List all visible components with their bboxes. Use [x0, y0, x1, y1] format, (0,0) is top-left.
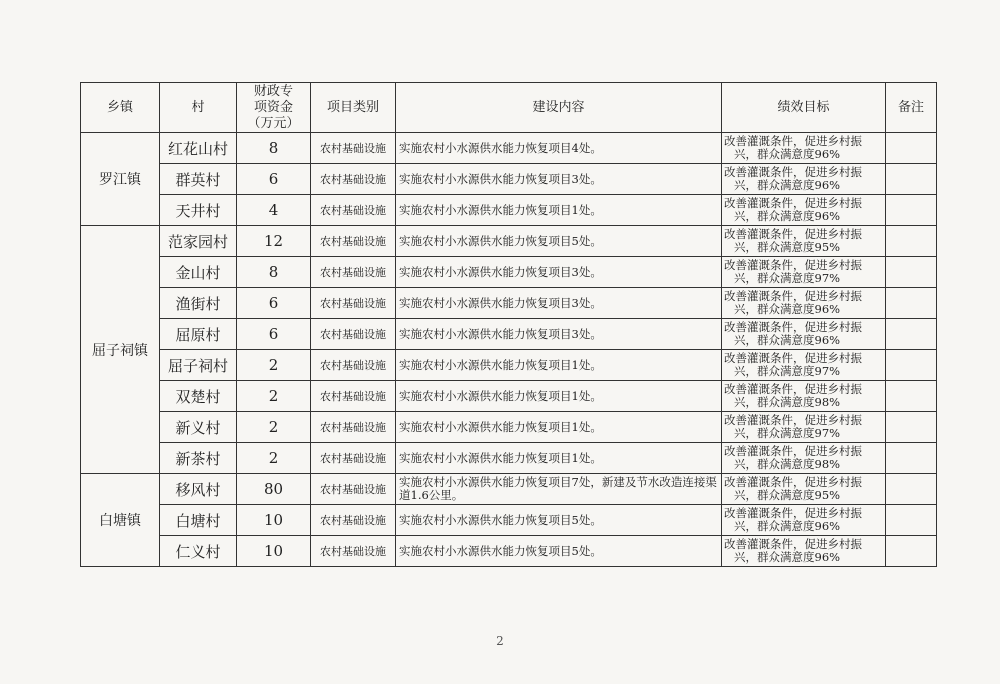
- category-cell: 农村基础设施: [311, 164, 396, 195]
- goal-cell: [722, 195, 886, 226]
- remark-cell: [886, 319, 937, 350]
- content-cell: 实施农村小水源供水能力恢复项目5处。: [396, 226, 722, 257]
- goal-line2: 兴，群众满意度95%: [734, 240, 841, 254]
- goal-line2: 兴，群众满意度96%: [734, 147, 841, 161]
- goal-line1: 改善灌溉条件，促进乡村振: [724, 289, 862, 303]
- goal-line1: 改善灌溉条件，促进乡村振: [724, 475, 862, 489]
- header-row: [81, 83, 937, 133]
- goal-cell: [722, 226, 886, 257]
- goal-line2: 兴，群众满意度96%: [734, 333, 841, 347]
- table-row: [81, 195, 937, 226]
- header-goal: 绩效目标: [722, 83, 886, 133]
- category-cell: 农村基础设施: [311, 536, 396, 567]
- goal-line1: 改善灌溉条件，促进乡村振: [724, 506, 862, 520]
- category-cell: 农村基础设施: [311, 319, 396, 350]
- goal-line1: 改善灌溉条件，促进乡村振: [724, 351, 862, 365]
- funds-cell: 2: [237, 412, 311, 443]
- page-number: 2: [496, 634, 504, 648]
- category-cell: 农村基础设施: [311, 133, 396, 164]
- goal-cell: [722, 505, 886, 536]
- content-cell: 实施农村小水源供水能力恢复项目5处。: [396, 505, 722, 536]
- category-cell: 农村基础设施: [311, 350, 396, 381]
- header-remark: 备注: [886, 83, 937, 133]
- header-content: 建设内容: [396, 83, 722, 133]
- table-row: [81, 505, 937, 536]
- table-row: [81, 288, 937, 319]
- table-row: [81, 536, 937, 567]
- goal-line2: 兴，群众满意度98%: [734, 395, 841, 409]
- remark-cell: [886, 350, 937, 381]
- goal-line2: 兴，群众满意度97%: [734, 271, 841, 285]
- table-row: [81, 381, 937, 412]
- goal-cell: [722, 381, 886, 412]
- village-cell: 群英村: [160, 164, 237, 195]
- remark-cell: [886, 288, 937, 319]
- funds-cell: 10: [237, 505, 311, 536]
- village-cell: 渔街村: [160, 288, 237, 319]
- content-cell: 实施农村小水源供水能力恢复项目1处。: [396, 412, 722, 443]
- table-row: [81, 226, 937, 257]
- remark-cell: [886, 474, 937, 505]
- goal-line1: 改善灌溉条件，促进乡村振: [724, 320, 862, 334]
- content-cell: 实施农村小水源供水能力恢复项目1处。: [396, 350, 722, 381]
- goal-cell: [722, 443, 886, 474]
- category-cell: 农村基础设施: [311, 474, 396, 505]
- goal-line1: 改善灌溉条件，促进乡村振: [724, 134, 862, 148]
- funds-cell: 80: [237, 474, 311, 505]
- content-cell: 实施农村小水源供水能力恢复项目3处。: [396, 319, 722, 350]
- remark-cell: [886, 412, 937, 443]
- goal-line2: 兴，群众满意度95%: [734, 488, 841, 502]
- goal-line1: 改善灌溉条件，促进乡村振: [724, 444, 862, 458]
- goal-cell: [722, 319, 886, 350]
- town-cell: 白塘镇: [81, 474, 160, 567]
- remark-cell: [886, 257, 937, 288]
- goal-cell: [722, 164, 886, 195]
- goal-cell: [722, 133, 886, 164]
- goal-line2: 兴，群众满意度96%: [734, 178, 841, 192]
- category-cell: 农村基础设施: [311, 195, 396, 226]
- funds-cell: 12: [237, 226, 311, 257]
- remark-cell: [886, 164, 937, 195]
- content-cell: 实施农村小水源供水能力恢复项目3处。: [396, 288, 722, 319]
- goal-line2: 兴，群众满意度97%: [734, 364, 841, 378]
- table-row: [81, 443, 937, 474]
- goal-cell: [722, 412, 886, 443]
- table-row: [81, 164, 937, 195]
- remark-cell: [886, 133, 937, 164]
- goal-line2: 兴，群众满意度96%: [734, 550, 841, 564]
- header-village: 村: [160, 83, 237, 133]
- village-cell: 白塘村: [160, 505, 237, 536]
- funds-cell: 10: [237, 536, 311, 567]
- table-row: [81, 257, 937, 288]
- funds-cell: 8: [237, 257, 311, 288]
- goal-line2: 兴，群众满意度98%: [734, 457, 841, 471]
- funds-cell: 6: [237, 288, 311, 319]
- village-cell: 金山村: [160, 257, 237, 288]
- table-row: [81, 474, 937, 505]
- category-cell: 农村基础设施: [311, 257, 396, 288]
- header-funds-line1: 财政专: [253, 83, 293, 99]
- content-cell: 实施农村小水源供水能力恢复项目4处。: [396, 133, 722, 164]
- content-cell: 实施农村小水源供水能力恢复项目7处，新建及节水改造连接渠道1.6公里。: [396, 474, 722, 505]
- content-cell: 实施农村小水源供水能力恢复项目1处。: [396, 381, 722, 412]
- header-funds-line3: （万元）: [247, 115, 300, 131]
- goal-line2: 兴，群众满意度97%: [734, 426, 841, 440]
- goal-cell: [722, 536, 886, 567]
- remark-cell: [886, 536, 937, 567]
- village-cell: 仁义村: [160, 536, 237, 567]
- goal-line1: 改善灌溉条件，促进乡村振: [724, 413, 862, 427]
- remark-cell: [886, 505, 937, 536]
- goal-cell: [722, 257, 886, 288]
- funds-cell: 6: [237, 164, 311, 195]
- funds-cell: 2: [237, 443, 311, 474]
- goal-line2: 兴，群众满意度96%: [734, 519, 841, 533]
- table-row: [81, 350, 937, 381]
- village-cell: 屈原村: [160, 319, 237, 350]
- remark-cell: [886, 443, 937, 474]
- village-cell: 移风村: [160, 474, 237, 505]
- goal-line1: 改善灌溉条件，促进乡村振: [724, 537, 862, 551]
- content-cell: 实施农村小水源供水能力恢复项目3处。: [396, 257, 722, 288]
- remark-cell: [886, 195, 937, 226]
- village-cell: 范家园村: [160, 226, 237, 257]
- category-cell: 农村基础设施: [311, 381, 396, 412]
- header-category: 项目类别: [311, 83, 396, 133]
- remark-cell: [886, 226, 937, 257]
- goal-line1: 改善灌溉条件，促进乡村振: [724, 382, 862, 396]
- funds-cell: 4: [237, 195, 311, 226]
- header-funds: [237, 83, 311, 133]
- category-cell: 农村基础设施: [311, 412, 396, 443]
- funds-cell: 6: [237, 319, 311, 350]
- village-cell: 红花山村: [160, 133, 237, 164]
- goal-line1: 改善灌溉条件，促进乡村振: [724, 196, 862, 210]
- content-cell: 实施农村小水源供水能力恢复项目5处。: [396, 536, 722, 567]
- town-cell: 罗江镇: [81, 133, 160, 226]
- village-cell: 新义村: [160, 412, 237, 443]
- town-cell: 屈子祠镇: [81, 226, 160, 474]
- table-row: [81, 412, 937, 443]
- goal-line2: 兴，群众满意度96%: [734, 209, 841, 223]
- goal-line1: 改善灌溉条件，促进乡村振: [724, 165, 862, 179]
- project-table: [80, 82, 937, 567]
- goal-line1: 改善灌溉条件，促进乡村振: [724, 258, 862, 272]
- goal-cell: [722, 350, 886, 381]
- village-cell: 新茶村: [160, 443, 237, 474]
- header-funds-line2: 项资金: [253, 99, 293, 115]
- content-cell: 实施农村小水源供水能力恢复项目1处。: [396, 443, 722, 474]
- category-cell: 农村基础设施: [311, 288, 396, 319]
- table-row: [81, 319, 937, 350]
- table-row: [81, 133, 937, 164]
- funds-cell: 2: [237, 350, 311, 381]
- funds-cell: 2: [237, 381, 311, 412]
- remark-cell: [886, 381, 937, 412]
- content-cell: 实施农村小水源供水能力恢复项目3处。: [396, 164, 722, 195]
- category-cell: 农村基础设施: [311, 505, 396, 536]
- village-cell: 屈子祠村: [160, 350, 237, 381]
- village-cell: 天井村: [160, 195, 237, 226]
- goal-line2: 兴，群众满意度96%: [734, 302, 841, 316]
- content-cell: 实施农村小水源供水能力恢复项目1处。: [396, 195, 722, 226]
- goal-line1: 改善灌溉条件，促进乡村振: [724, 227, 862, 241]
- goal-cell: [722, 474, 886, 505]
- category-cell: 农村基础设施: [311, 443, 396, 474]
- header-town: 乡镇: [81, 83, 160, 133]
- category-cell: 农村基础设施: [311, 226, 396, 257]
- goal-cell: [722, 288, 886, 319]
- funds-cell: 8: [237, 133, 311, 164]
- village-cell: 双楚村: [160, 381, 237, 412]
